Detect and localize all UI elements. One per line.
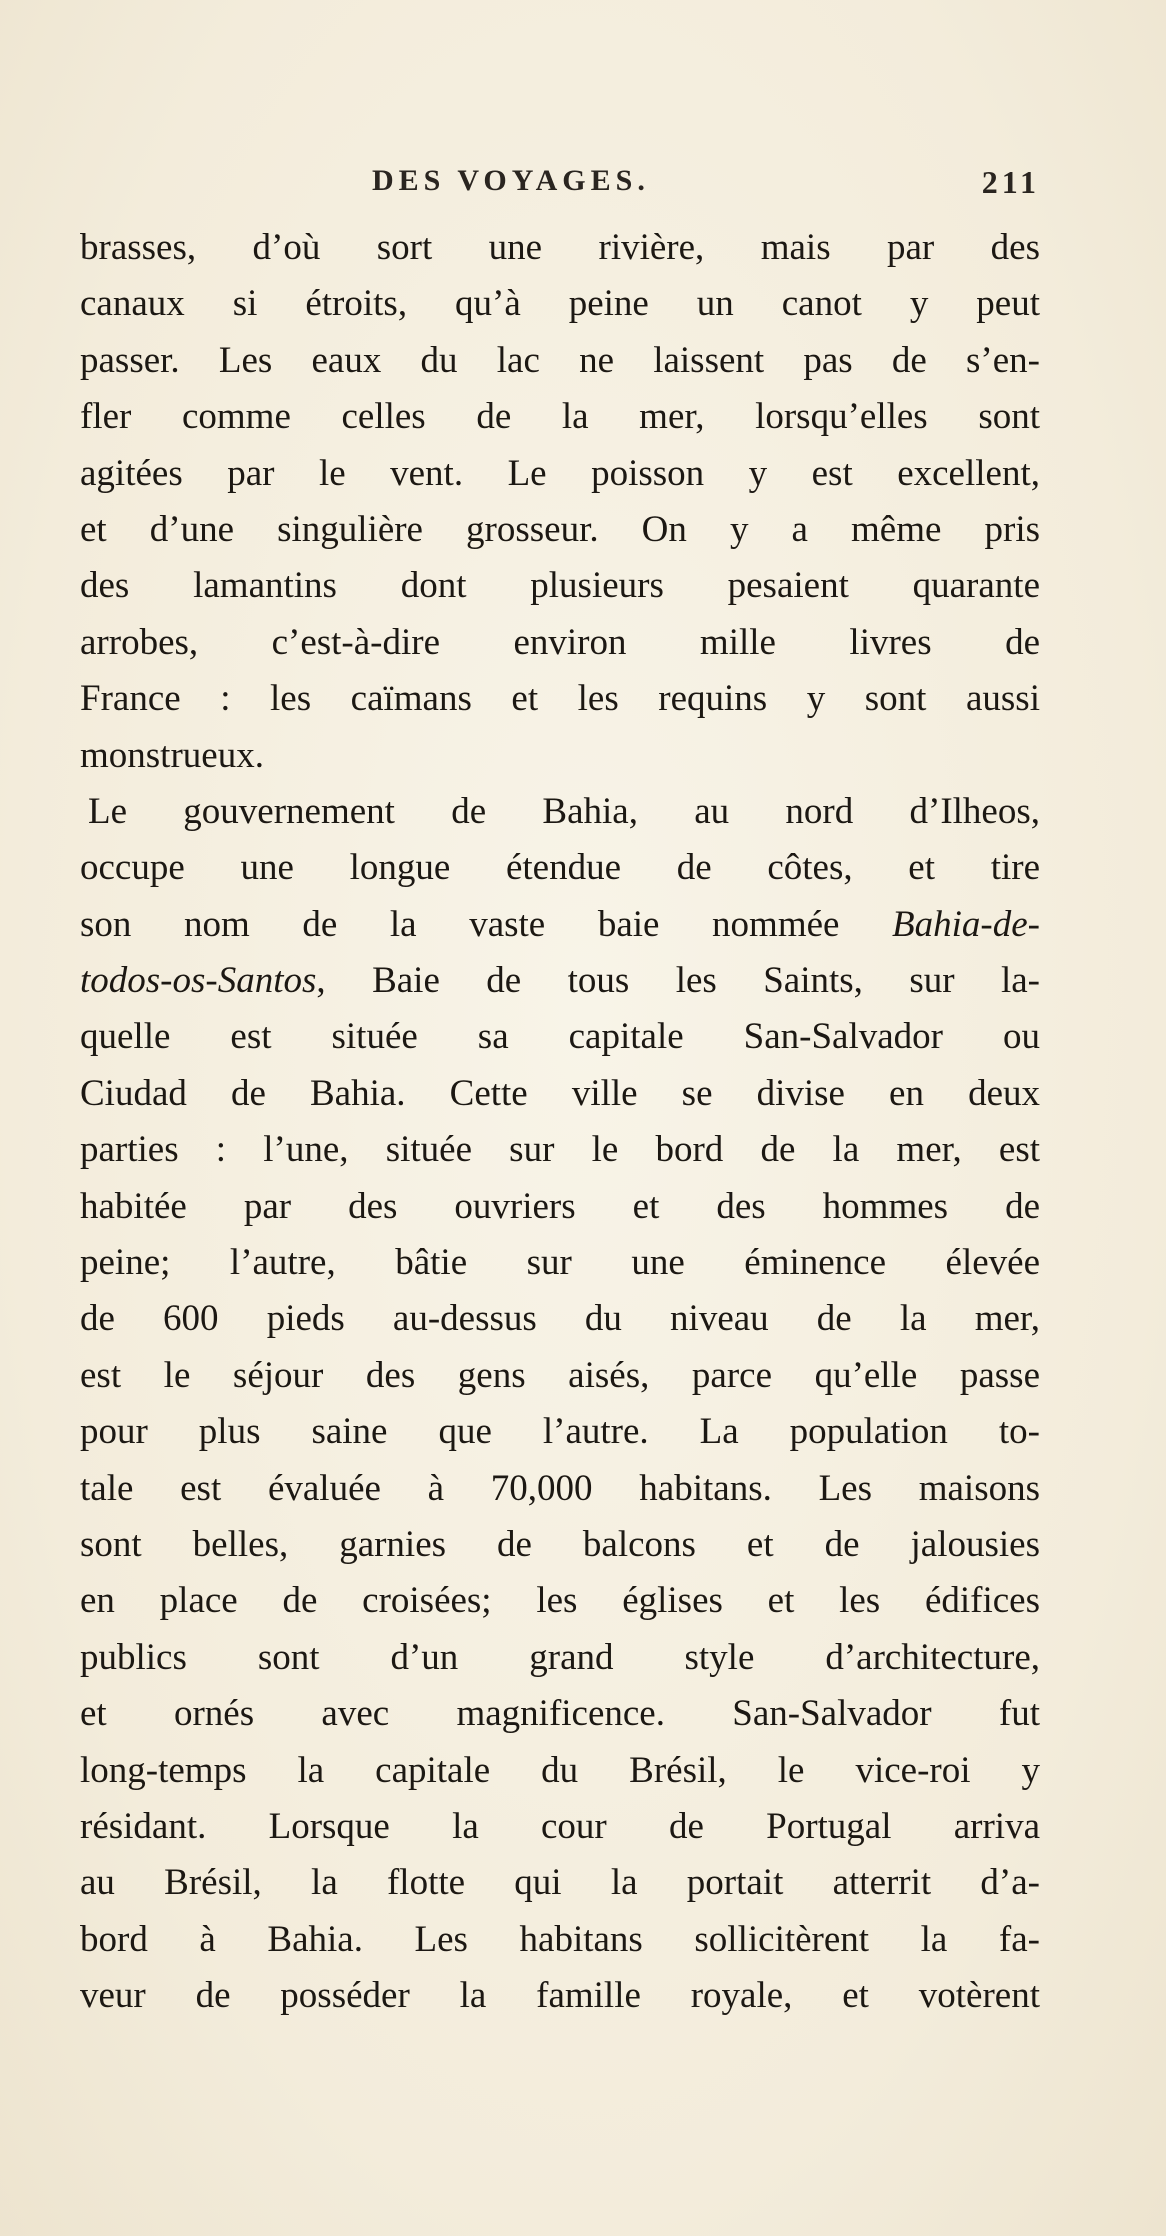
- text-line: tale est évaluée à 70,000 habitans. Les maisons: [80, 1467, 1040, 1509]
- paragraph-1: [80, 220, 1040, 784]
- text-line: [80, 953, 1040, 1009]
- text-line: quelle est située sa capitale San-Salvador ou: [80, 1016, 1040, 1058]
- text-line: bord à Bahia. Les habitans sollicitèrent la fa-: [80, 1918, 1040, 1960]
- italic-place-name: Bahia-de-: [892, 903, 1040, 945]
- text-line: passer. Les eaux du lac ne laissent pas de s’en-: [80, 339, 1040, 381]
- text-line: et d’une singulière grosseur. On y a même pris: [80, 508, 1040, 550]
- text-line: peine; l’autre, bâtie sur une éminence élevée: [80, 1242, 1040, 1284]
- text-line: de 600 pieds au-dessus du niveau de la mer,: [80, 1298, 1040, 1340]
- text-line: au Brésil, la flotte qui la portait atterrit d’a-: [80, 1862, 1040, 1904]
- text-line: agitées par le vent. Le poisson y est excellent,: [80, 452, 1040, 494]
- text-line: veur de posséder la famille royale, et votèrent: [80, 1975, 1040, 2017]
- text-line: est le séjour des gens aisés, parce qu’elle passe: [80, 1354, 1040, 1396]
- text-line: des lamantins dont plusieurs pesaient quarante: [80, 565, 1040, 607]
- body-text: [80, 220, 1040, 2025]
- page-header: [82, 164, 1040, 208]
- text-line: en place de croisées; les églises et les édifices: [80, 1580, 1040, 1622]
- page-number: 211: [981, 164, 1040, 200]
- text-line: et ornés avec magnificence. San-Salvador fut: [80, 1693, 1040, 1735]
- text-line: long-temps la capitale du Brésil, le vice-roi y: [80, 1749, 1040, 1791]
- text-line: occupe une longue étendue de côtes, et tire: [80, 847, 1040, 889]
- text-line: brasses, d’où sort une rivière, mais par des: [80, 227, 1040, 268]
- text-line: arrobes, c’est-à-dire environ mille livres de: [80, 621, 1040, 663]
- text-line: habitée par des ouvriers et des hommes de: [80, 1185, 1040, 1227]
- italic-place-name: todos-os-Santos: [80, 960, 317, 1002]
- text-line: Le gouvernement de Bahia, au nord d’Ilheos,: [88, 790, 1040, 832]
- text-line: monstrueux.: [80, 734, 264, 776]
- text-line: canaux si étroits, qu’à peine un canot y peut: [80, 283, 1040, 325]
- text-line: résidant. Lorsque la cour de Portugal arriva: [80, 1805, 1040, 1847]
- text-line: publics sont d’un grand style d’architecture,: [80, 1636, 1040, 1678]
- text-span: son nom de la vaste baie nommée: [80, 903, 893, 945]
- text-line: Ciudad de Bahia. Cette ville se divise en deux: [80, 1072, 1040, 1114]
- text-line: fler comme celles de la mer, lorsqu’elles sont: [80, 396, 1040, 438]
- text-line: [80, 897, 1040, 953]
- text-line: pour plus saine que l’autre. La population to-: [80, 1411, 1040, 1453]
- text-line: parties : l’une, située sur le bord de la mer, est: [80, 1129, 1040, 1171]
- text-span: , Baie de tous les Saints, sur la-: [316, 960, 1040, 1002]
- running-head: DES VOYAGES.: [372, 164, 650, 197]
- text-line: sont belles, garnies de balcons et de jalousies: [80, 1523, 1040, 1565]
- text-line: France : les caïmans et les requins y sont aussi: [80, 678, 1040, 720]
- paragraph-2: [80, 784, 1040, 2025]
